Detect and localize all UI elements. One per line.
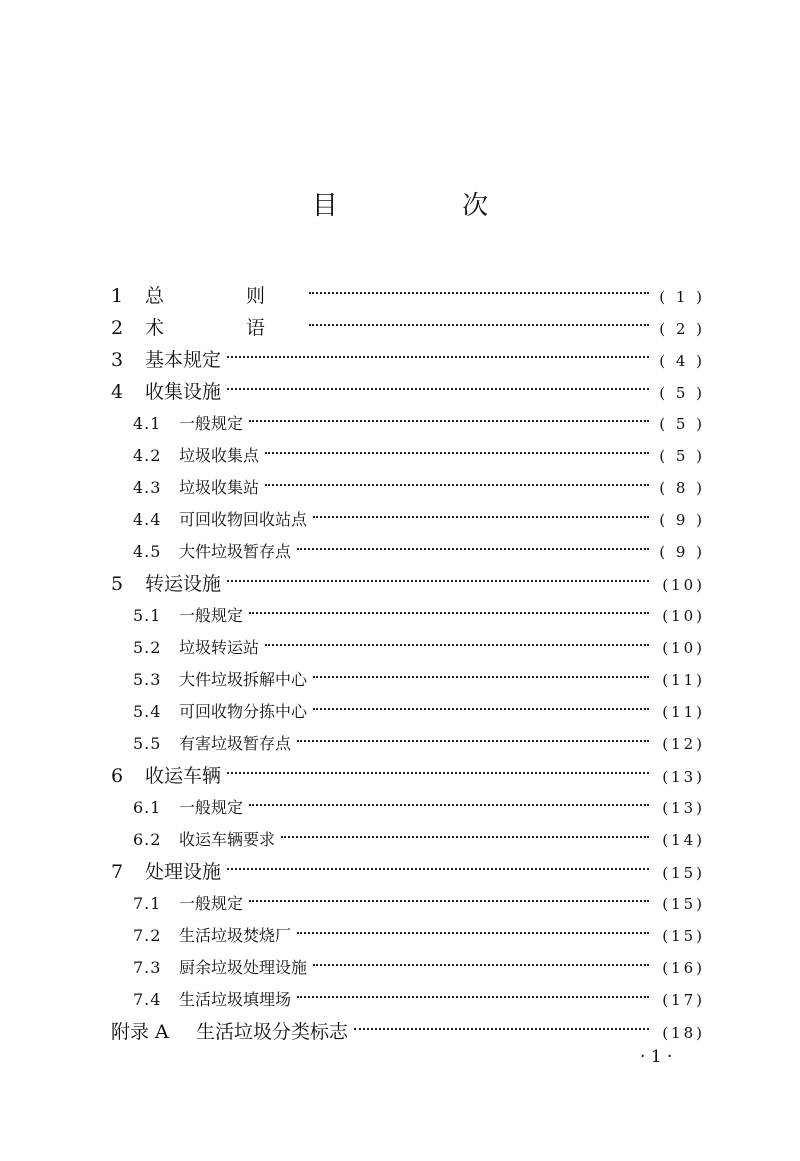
toc-entry-number: 3 <box>111 349 124 371</box>
dot-leader <box>297 931 649 934</box>
toc-entry[interactable] <box>111 760 705 792</box>
toc-entry-number: 7.1 <box>133 894 162 913</box>
toc-entry-page: (11) <box>662 703 705 721</box>
toc-entry-page: (15) <box>662 864 705 882</box>
toc-entry-page: (14) <box>662 831 705 849</box>
toc-entry[interactable] <box>111 568 705 600</box>
toc-entry[interactable] <box>133 472 705 504</box>
toc-entry-page: ( 8 ) <box>659 479 705 497</box>
toc-entry-number: 4.1 <box>133 414 162 433</box>
toc-entry-label: 大件垃圾暂存点 <box>179 542 292 561</box>
toc-entry[interactable] <box>111 344 705 376</box>
toc-entry-label: 生活垃圾焚烧厂 <box>179 926 292 945</box>
toc-entry-label: 总 则 <box>145 285 304 307</box>
toc-entry-page: (10) <box>662 576 705 594</box>
toc-entry-page: (15) <box>662 927 705 945</box>
dot-leader <box>227 771 649 774</box>
toc-entry[interactable] <box>133 920 705 952</box>
dot-leader <box>265 643 649 646</box>
toc-entry-number: 4.2 <box>133 446 162 465</box>
dot-leader <box>313 515 649 518</box>
toc-entry-number: 附录 A <box>111 1021 169 1043</box>
toc-entry[interactable] <box>133 728 705 760</box>
page-number: · 1 · <box>640 1047 673 1067</box>
toc-entry-number: 6 <box>111 765 124 787</box>
toc-entry[interactable] <box>133 888 705 920</box>
toc-entry-label: 处理设施 <box>145 861 222 883</box>
toc-entry-page: ( 9 ) <box>659 511 705 529</box>
toc-entry-page: (18) <box>662 1024 705 1042</box>
dot-leader <box>281 835 649 838</box>
toc-entry[interactable] <box>133 696 705 728</box>
toc-entry-label: 垃圾收集点 <box>179 446 260 465</box>
toc-entry[interactable] <box>133 408 705 440</box>
toc-entry-label: 生活垃圾填埋场 <box>179 990 292 1009</box>
toc-entry-page: (13) <box>662 799 705 817</box>
toc-entry-number: 4.5 <box>133 542 162 561</box>
toc-entry-label: 术 语 <box>145 317 304 339</box>
dot-leader <box>249 611 649 614</box>
toc-entry-label: 转运设施 <box>145 573 222 595</box>
dot-leader <box>309 323 649 326</box>
dot-leader <box>297 547 649 550</box>
toc-entry-label: 垃圾转运站 <box>179 638 260 657</box>
toc-entry-page: ( 5 ) <box>659 415 705 433</box>
toc-entry-page: (13) <box>662 768 705 786</box>
toc-entry-number: 5 <box>111 573 124 595</box>
dot-leader <box>227 579 649 582</box>
toc-entry-page: (10) <box>662 639 705 657</box>
page-title: 目 次 <box>311 191 547 221</box>
toc-entry-page: (10) <box>662 607 705 625</box>
toc-entry-number: 5.1 <box>133 606 162 625</box>
toc-entry[interactable] <box>133 440 705 472</box>
dot-leader <box>249 899 649 902</box>
toc-entry-label: 厨余垃圾处理设施 <box>179 958 308 977</box>
toc-entry[interactable] <box>133 824 705 856</box>
toc-entry-label: 有害垃圾暂存点 <box>179 734 292 753</box>
toc-entry-number: 6.1 <box>133 798 162 817</box>
toc-entry-label: 生活垃圾分类标志 <box>196 1021 349 1043</box>
toc-entry-page: ( 9 ) <box>659 543 705 561</box>
toc-entry-page: ( 5 ) <box>659 447 705 465</box>
toc-entry-number: 4.3 <box>133 478 162 497</box>
dot-leader <box>313 675 649 678</box>
dot-leader <box>227 867 649 870</box>
toc-entry[interactable] <box>111 1016 705 1048</box>
toc-entry[interactable] <box>133 504 705 536</box>
toc-entry[interactable] <box>133 984 705 1016</box>
toc-entry-label: 基本规定 <box>145 349 222 371</box>
toc-entry-label: 收运车辆要求 <box>179 830 276 849</box>
toc-entry-page: (12) <box>662 735 705 753</box>
toc-entry-page: ( 1 ) <box>659 288 705 306</box>
dot-leader <box>249 803 649 806</box>
toc-entry-number: 5.3 <box>133 670 162 689</box>
toc-entry-number: 2 <box>111 317 124 339</box>
toc-entry[interactable] <box>111 856 705 888</box>
toc-entry-number: 6.2 <box>133 830 162 849</box>
toc-entry-label: 收运车辆 <box>145 765 222 787</box>
dot-leader <box>227 355 649 358</box>
dot-leader <box>354 1027 649 1030</box>
toc-entry-number: 7.4 <box>133 990 162 1009</box>
toc-entry-page: ( 4 ) <box>659 352 705 370</box>
toc-entry-label: 大件垃圾拆解中心 <box>179 670 308 689</box>
dot-leader <box>313 963 649 966</box>
toc-entry-page: (16) <box>662 959 705 977</box>
toc-entry[interactable] <box>111 376 705 408</box>
toc-entry-page: ( 5 ) <box>659 384 705 402</box>
toc-entry-page: (17) <box>662 991 705 1009</box>
toc-entry-label: 一般规定 <box>179 606 244 625</box>
toc-entry-page: ( 2 ) <box>659 320 705 338</box>
dot-leader <box>249 419 649 422</box>
toc-entry[interactable] <box>111 312 705 344</box>
toc-entry-number: 4 <box>111 381 124 403</box>
toc-entry[interactable] <box>133 952 705 984</box>
dot-leader <box>227 387 649 390</box>
dot-leader <box>265 483 649 486</box>
toc-entry-number: 4.4 <box>133 510 162 529</box>
toc-entry-number: 5.2 <box>133 638 162 657</box>
toc-entry-label: 一般规定 <box>179 894 244 913</box>
toc-entry-number: 5.5 <box>133 734 162 753</box>
dot-leader <box>313 707 649 710</box>
dot-leader <box>265 451 649 454</box>
toc-entry-number: 1 <box>111 285 124 307</box>
toc-entry-label: 一般规定 <box>179 798 244 817</box>
toc-entry-page: (11) <box>662 671 705 689</box>
toc-entry-label: 垃圾收集站 <box>179 478 260 497</box>
toc-entry[interactable] <box>133 792 705 824</box>
toc-entry-label: 收集设施 <box>145 381 222 403</box>
toc-entry-number: 7.2 <box>133 926 162 945</box>
dot-leader <box>309 291 649 294</box>
toc-entry-number: 5.4 <box>133 702 162 721</box>
toc-entry-number: 7 <box>111 861 124 883</box>
toc-entry[interactable] <box>111 280 705 312</box>
toc-entry-label: 可回收物回收站点 <box>179 510 308 529</box>
toc-entry-number: 7.3 <box>133 958 162 977</box>
toc-entry-label: 可回收物分拣中心 <box>179 702 308 721</box>
toc-entry[interactable] <box>133 600 705 632</box>
dot-leader <box>297 739 649 742</box>
toc-entry-label: 一般规定 <box>179 414 244 433</box>
dot-leader <box>297 995 649 998</box>
toc-entry[interactable] <box>133 632 705 664</box>
toc-entry-page: (15) <box>662 895 705 913</box>
toc-entry[interactable] <box>133 664 705 696</box>
toc-entry[interactable] <box>133 536 705 568</box>
